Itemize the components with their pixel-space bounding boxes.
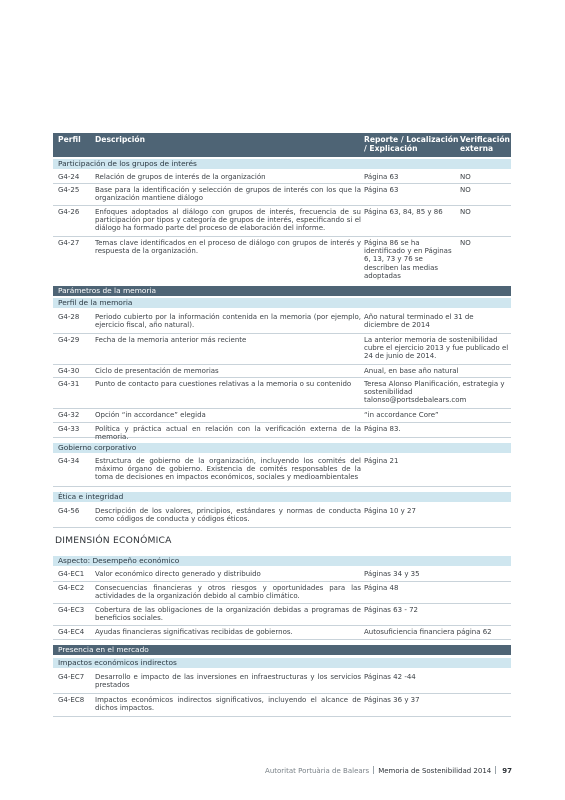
table-row: G4-25 Base para la identificación y selección de grupos de interés con los que la organización mantiene diálogo Página 63 NO: [53, 184, 511, 206]
footer-separator: [373, 766, 374, 774]
footer-doc-title: Memoria de Sostenibilidad 2014: [378, 767, 492, 775]
header-verificacion: Verificación externa: [460, 135, 510, 153]
section-gobierno: Gobierno corporativo: [53, 443, 511, 453]
table-row: G4-26 Enfoques adoptados al diálogo con grupos de interés, frecuencia de su participación por tipos y categoría de grupos de interés, especificando si el diálogo ha formado parte del proceso de elaboración del informe. Página 63, 84, 85 y 86 NO: [53, 206, 511, 237]
page-number: 97: [502, 767, 512, 775]
table-row: G4-31 Punto de contacto para cuestiones relativas a la memoria o su contenido Teresa Alonso Planificación, estrategia y sostenibilidad talonso@portsdebalears.com: [53, 378, 511, 409]
table-row: G4-28 Periodo cubierto por la información contenida en la memoria (por ejemplo, ejercicio fiscal, año natural). Año natural terminado el 31 de diciembre de 2014: [53, 311, 511, 334]
table-row: G4-56 Descripción de los valores, principios, estándares y normas de conducta como códigos de conducta y códigos éticos. Página 10 y 27: [53, 505, 511, 528]
dimension-title: DIMENSIÓN ECONÓMICA: [55, 535, 172, 546]
table-row: G4-EC3 Cobertura de las obligaciones de la organización debidas a programas de beneficios sociales. Páginas 63 - 72: [53, 604, 511, 626]
footer-org: Autoritat Portuària de Balears: [265, 767, 370, 775]
footer-separator: [495, 766, 496, 774]
table-row: G4-EC1 Valor económico directo generado y distribuido Páginas 34 y 35: [53, 568, 511, 582]
section-perfil-memoria: Perfil de la memoria: [53, 298, 511, 308]
section-presencia: Presencia en el mercado: [53, 645, 511, 655]
table-row: G4-30 Ciclo de presentación de memorias Anual, en base año natural: [53, 365, 511, 378]
section-etica: Ética e integridad: [53, 492, 511, 502]
section-participacion: Participación de los grupos de interés: [53, 159, 511, 169]
table-row: G4-EC8 Impactos económicos indirectos significativos, incluyendo el alcance de dichos impactos. Páginas 36 y 37: [53, 694, 511, 717]
table-row: G4-32 Opción “in accordance” elegida “in accordance Core”: [53, 409, 511, 423]
header-perfil: Perfil: [58, 135, 81, 144]
table-row: G4-27 Temas clave identificados en el proceso de diálogo con grupos de interés y respuesta de la organización. Página 86 se ha identificado y en Páginas 6, 13, 73 y 76 se describen las medias adoptadas NO: [58, 239, 471, 280]
table-row: G4-33 Política y práctica actual en relación con la verificación externa de la memoria. Página 83.: [53, 423, 511, 438]
page-footer: [265, 766, 512, 775]
header-reporte: Reporte / Localización / Explicación: [364, 135, 459, 153]
header-descripcion: Descripción: [95, 135, 145, 144]
table-row: G4-EC4 Ayudas financieras significativas recibidas de gobiernos. Autosuficiencia financiera página 62: [53, 626, 511, 640]
section-impactos: Impactos económicos indirectos: [53, 658, 511, 668]
table-row: G4-24 Relación de grupos de interés de la organización Página 63 NO: [53, 171, 511, 184]
section-parametros: Parámetros de la memoria: [53, 286, 511, 296]
table-row: G4-29 Fecha de la memoria anterior más reciente La anterior memoria de sostenibilidad cubre el ejercicio 2013 y fue publicado el 24 de junio de 2014.: [53, 334, 511, 365]
table-header: [53, 133, 511, 157]
section-aspecto-economico: Aspecto: Desempeño económico: [53, 556, 511, 566]
table-row: G4-EC2 Consecuencias financieras y otros riesgos y oportunidades para las actividades de la organización debido al cambio climático. Página 48: [53, 582, 511, 604]
table-row: G4-EC7 Desarrollo e impacto de las inversiones en infraestructuras y los servicios prestados Páginas 42 -44: [53, 671, 511, 694]
table-row: G4-34 Estructura de gobierno de la organización, incluyendo los comités del máximo órgano de gobierno. Existencia de comités responsables de la toma de decisiones en impactos económicos, sociales y medioambientales Página 21: [53, 455, 511, 487]
